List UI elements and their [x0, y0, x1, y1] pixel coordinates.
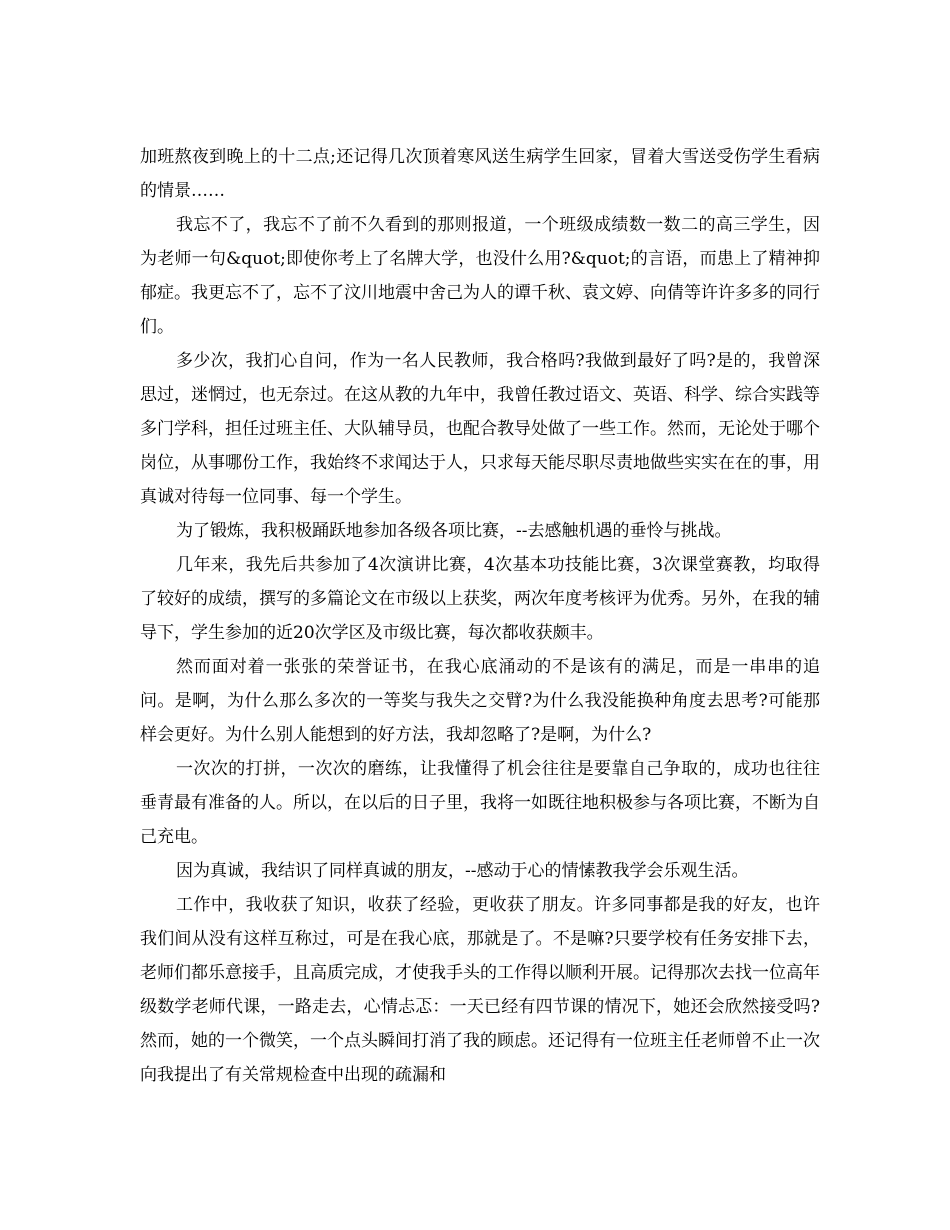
- paragraph-2: 我忘不了，我忘不了前不久看到的那则报道，一个班级成绩数一数二的高三学生，因为老师一句&quot;即使你考上了名牌大学，也没什么用?&quot;的言语，而患上了精神抑郁症。我更忘不了，忘不了汶川地震中舍己为人的谭千秋、袁文婷、向倩等许许多多的同行们。: [140, 215, 820, 337]
- paragraph-1: 加班熬夜到晚上的十二点;还记得几次顶着寒风送生病学生回家，冒着大雪送受伤学生看病的情景……: [140, 147, 820, 201]
- paragraph-7: 一次次的打拼，一次次的磨练，让我懂得了机会往往是要靠自己争取的，成功也往往垂青最有准备的人。所以，在以后的日子里，我将一如既往地积极参与各项比赛，不断为自己充电。: [140, 759, 820, 847]
- paragraph-9: 工作中，我收获了知识，收获了经验，更收获了朋友。许多同事都是我的好友，也许我们间从没有这样互称过，可是在我心底，那就是了。不是嘛?只要学校有任务安排下去，老师们都乐意接手，且高质完成，才使我手头的工作得以顺利开展。记得那次去找一位高年级数学老师代课，一路走去，心情忐忑：一天已经有四节课的情况下，她还会欣然接受吗?然而，她的一个微笑，一个点头瞬间打消了我的顾虑。还记得有一位班主任老师曾不止一次向我提出了有关常规检查中出现的疏漏和: [140, 895, 820, 1085]
- paragraph-3: 多少次，我扪心自问，作为一名人民教师，我合格吗?我做到最好了吗?是的，我曾深思过，迷惘过，也无奈过。在这从教的九年中，我曾任教过语文、英语、科学、综合实践等多门学科，担任过班主任、大队辅导员，也配合教导处做了一些工作。然而，无论处于哪个岗位，从事哪份工作，我始终不求闻达于人，只求每天能尽职尽责地做些实实在在的事，用真诚对待每一位同事、每一个学生。: [140, 351, 820, 507]
- paragraph-5: 几年来，我先后共参加了4次演讲比赛，4次基本功技能比赛，3次课堂赛教，均取得了较好的成绩，撰写的多篇论文在市级以上获奖，两次年度考核评为优秀。另外，在我的辅导下，学生参加的近20次学区及市级比赛，每次都收获颇丰。: [140, 555, 820, 643]
- document-body: [140, 140, 820, 1092]
- paragraph-8: 因为真诚，我结识了同样真诚的朋友，--感动于心的情愫教我学会乐观生活。: [176, 861, 749, 881]
- paragraph-4: 为了锻炼，我积极踊跃地参加各级各项比赛，--去感触机遇的垂怜与挑战。: [176, 521, 732, 541]
- paragraph-6: 然而面对着一张张的荣誉证书，在我心底涌动的不是该有的满足，而是一串串的追问。是啊，为什么那么多次的一等奖与我失之交臂?为什么我没能换种角度去思考?可能那样会更好。为什么别人能想到的好方法，我却忽略了?是啊，为什么?: [140, 657, 820, 745]
